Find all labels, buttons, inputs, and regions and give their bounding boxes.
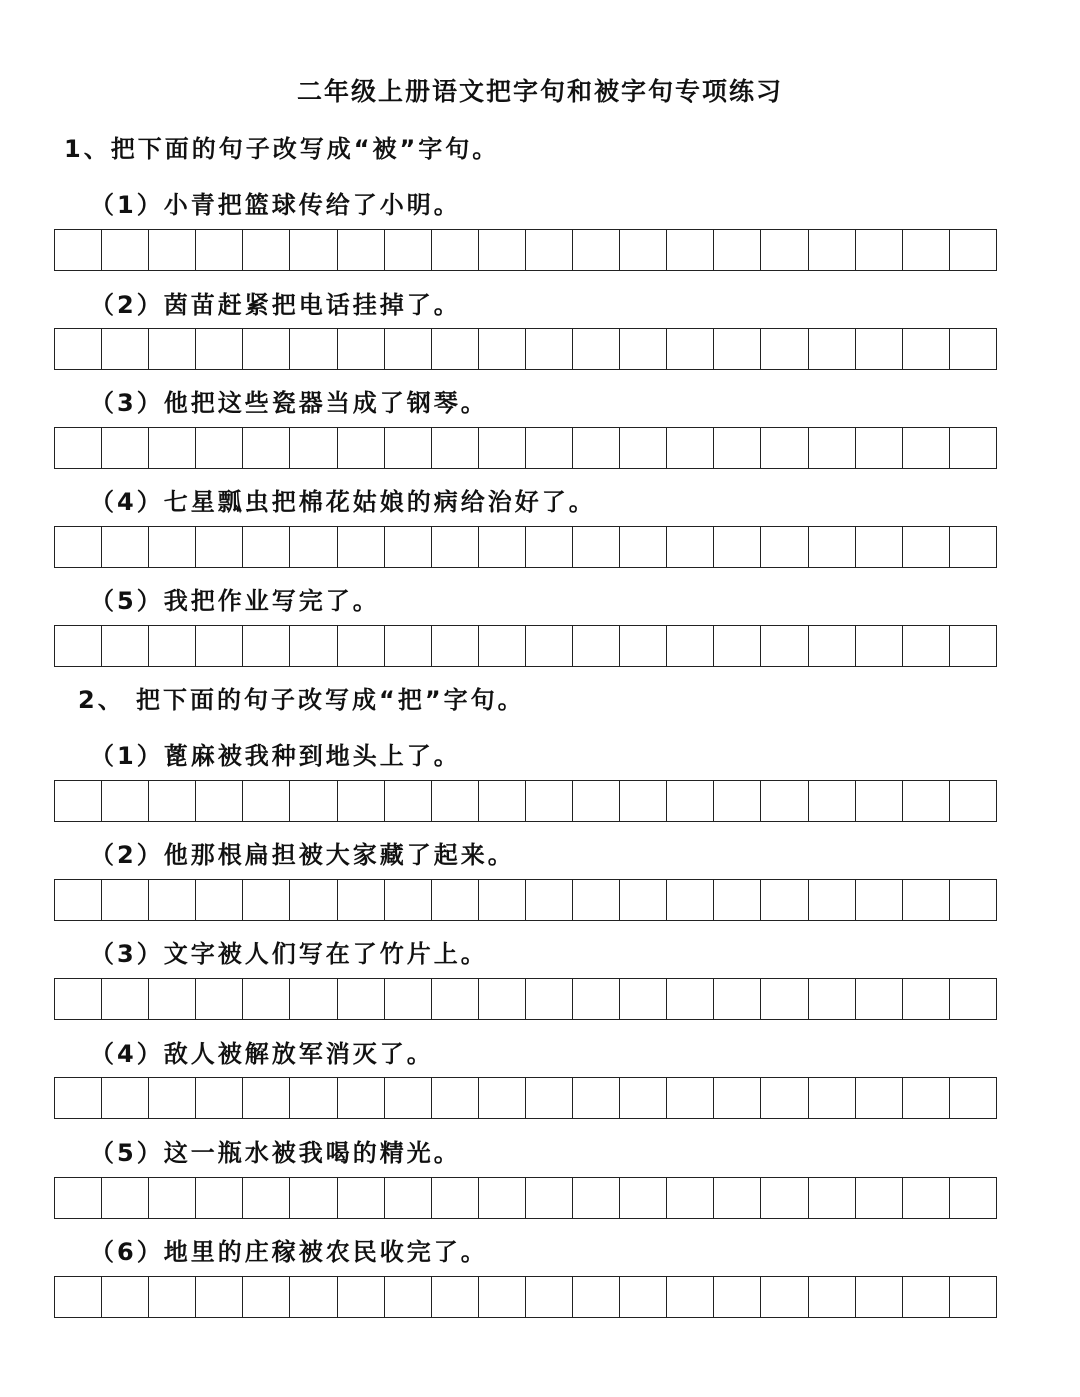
grid-cell[interactable] [903,527,950,567]
grid-cell[interactable] [432,979,479,1019]
grid-cell[interactable] [667,781,714,821]
grid-cell[interactable] [809,1078,856,1118]
s1-answer-grid-4[interactable] [54,526,997,568]
grid-cell[interactable] [385,781,432,821]
grid-cell[interactable] [479,1277,526,1317]
grid-cell[interactable] [196,527,243,567]
grid-cell[interactable] [338,527,385,567]
grid-cell[interactable] [620,781,667,821]
grid-cell[interactable] [950,1178,997,1218]
grid-cell[interactable] [55,979,102,1019]
grid-cell[interactable] [761,781,808,821]
grid-cell[interactable] [196,1277,243,1317]
grid-cell[interactable] [761,527,808,567]
grid-cell[interactable] [102,1078,149,1118]
grid-cell[interactable] [620,880,667,920]
grid-cell[interactable] [526,428,573,468]
grid-cell[interactable] [243,880,290,920]
grid-cell[interactable] [385,626,432,666]
grid-cell[interactable] [290,1178,337,1218]
grid-cell[interactable] [290,626,337,666]
grid-cell[interactable] [809,1178,856,1218]
grid-cell[interactable] [102,1277,149,1317]
grid-cell[interactable] [620,979,667,1019]
grid-cell[interactable] [290,781,337,821]
grid-cell[interactable] [479,880,526,920]
grid-cell[interactable] [432,329,479,369]
s2-answer-grid-3[interactable] [54,978,997,1020]
grid-cell[interactable] [432,880,479,920]
grid-cell[interactable] [761,329,808,369]
s2-answer-grid-1[interactable] [54,780,997,822]
grid-cell[interactable] [761,1078,808,1118]
grid-cell[interactable] [573,527,620,567]
grid-cell[interactable] [55,781,102,821]
grid-cell[interactable] [338,428,385,468]
grid-cell[interactable] [479,626,526,666]
s2-answer-grid-4[interactable] [54,1077,997,1119]
grid-cell[interactable] [761,1277,808,1317]
grid-cell[interactable] [714,880,761,920]
grid-cell[interactable] [479,1078,526,1118]
s1-answer-grid-1[interactable] [54,229,997,271]
grid-cell[interactable] [196,1178,243,1218]
grid-cell[interactable] [196,1078,243,1118]
grid-cell[interactable] [903,329,950,369]
s2-question-1: （1）蓖麻被我种到地头上了。 [90,742,461,770]
grid-cell[interactable] [385,1277,432,1317]
s2-question-4: （4）敌人被解放军消灭了。 [90,1040,434,1068]
grid-cell[interactable] [809,979,856,1019]
grid-cell[interactable] [338,1078,385,1118]
grid-cell[interactable] [856,979,903,1019]
grid-cell[interactable] [243,428,290,468]
grid-cell[interactable] [667,1178,714,1218]
grid-cell[interactable] [102,230,149,270]
grid-cell[interactable] [149,781,196,821]
grid-cell[interactable] [243,1277,290,1317]
grid-cell[interactable] [526,1277,573,1317]
grid-cell[interactable] [526,979,573,1019]
grid-cell[interactable] [526,527,573,567]
grid-cell[interactable] [761,880,808,920]
grid-cell[interactable] [526,626,573,666]
grid-cell[interactable] [196,428,243,468]
grid-cell[interactable] [338,781,385,821]
grid-cell[interactable] [714,329,761,369]
grid-cell[interactable] [55,329,102,369]
grid-cell[interactable] [479,428,526,468]
s2-question-6: （6）地里的庄稼被农民收完了。 [90,1238,488,1266]
grid-cell[interactable] [243,329,290,369]
worksheet-title: 二年级上册语文把字句和被字句专项练习 [296,77,783,106]
grid-cell[interactable] [290,880,337,920]
grid-cell[interactable] [620,1078,667,1118]
grid-cell[interactable] [714,428,761,468]
grid-cell[interactable] [243,230,290,270]
grid-cell[interactable] [667,527,714,567]
grid-cell[interactable] [149,428,196,468]
grid-cell[interactable] [243,527,290,567]
grid-cell[interactable] [196,626,243,666]
grid-cell[interactable] [149,979,196,1019]
s1-question-4: （4）七星瓢虫把棉花姑娘的病给治好了。 [90,488,596,516]
grid-cell[interactable] [809,230,856,270]
grid-cell[interactable] [290,527,337,567]
grid-cell[interactable] [950,626,997,666]
grid-cell[interactable] [149,626,196,666]
s2-answer-grid-6[interactable] [54,1276,997,1318]
grid-cell[interactable] [573,230,620,270]
grid-cell[interactable] [809,1277,856,1317]
grid-cell[interactable] [385,230,432,270]
grid-cell[interactable] [526,880,573,920]
grid-cell[interactable] [714,527,761,567]
grid-cell[interactable] [809,880,856,920]
grid-cell[interactable] [479,230,526,270]
grid-cell[interactable] [809,781,856,821]
grid-cell[interactable] [761,428,808,468]
grid-cell[interactable] [903,230,950,270]
grid-cell[interactable] [620,1178,667,1218]
grid-cell[interactable] [573,1078,620,1118]
grid-cell[interactable] [667,626,714,666]
grid-cell[interactable] [385,428,432,468]
grid-cell[interactable] [385,1178,432,1218]
grid-cell[interactable] [338,1178,385,1218]
grid-cell[interactable] [243,781,290,821]
grid-cell[interactable] [526,329,573,369]
grid-cell[interactable] [55,1277,102,1317]
s2-answer-grid-2[interactable] [54,879,997,921]
grid-cell[interactable] [432,1178,479,1218]
grid-cell[interactable] [573,626,620,666]
grid-cell[interactable] [149,230,196,270]
grid-cell[interactable] [290,1277,337,1317]
grid-cell[interactable] [102,428,149,468]
grid-cell[interactable] [573,781,620,821]
grid-cell[interactable] [714,1178,761,1218]
grid-cell[interactable] [102,626,149,666]
grid-cell[interactable] [290,230,337,270]
grid-cell[interactable] [950,527,997,567]
grid-cell[interactable] [714,781,761,821]
grid-cell[interactable] [950,781,997,821]
grid-cell[interactable] [526,1178,573,1218]
grid-cell[interactable] [149,1078,196,1118]
grid-cell[interactable] [102,880,149,920]
section-1-heading: 1、把下面的句子改写成“被”字句。 [64,135,500,163]
grid-cell[interactable] [243,1078,290,1118]
s1-answer-grid-2[interactable] [54,328,997,370]
grid-cell[interactable] [903,1078,950,1118]
grid-cell[interactable] [714,230,761,270]
grid-cell[interactable] [196,329,243,369]
grid-cell[interactable] [432,230,479,270]
grid-cell[interactable] [526,781,573,821]
grid-cell[interactable] [432,1078,479,1118]
grid-cell[interactable] [102,1178,149,1218]
grid-cell[interactable] [903,1178,950,1218]
grid-cell[interactable] [149,880,196,920]
grid-cell[interactable] [149,1178,196,1218]
s2-answer-grid-5[interactable] [54,1177,997,1219]
s1-question-1: （1）小青把篮球传给了小明。 [90,191,461,219]
grid-cell[interactable] [338,880,385,920]
grid-cell[interactable] [290,329,337,369]
grid-cell[interactable] [196,230,243,270]
grid-cell[interactable] [290,979,337,1019]
grid-cell[interactable] [950,1277,997,1317]
grid-cell[interactable] [573,880,620,920]
grid-cell[interactable] [338,230,385,270]
grid-cell[interactable] [856,781,903,821]
grid-cell[interactable] [573,1277,620,1317]
grid-cell[interactable] [432,626,479,666]
grid-cell[interactable] [290,1078,337,1118]
grid-cell[interactable] [667,230,714,270]
grid-cell[interactable] [102,781,149,821]
grid-cell[interactable] [761,979,808,1019]
grid-cell[interactable] [856,527,903,567]
grid-cell[interactable] [149,1277,196,1317]
grid-cell[interactable] [620,626,667,666]
grid-cell[interactable] [856,1178,903,1218]
grid-cell[interactable] [243,1178,290,1218]
grid-cell[interactable] [950,428,997,468]
grid-cell[interactable] [856,880,903,920]
grid-cell[interactable] [102,329,149,369]
grid-cell[interactable] [385,329,432,369]
grid-cell[interactable] [856,428,903,468]
grid-cell[interactable] [620,329,667,369]
grid-cell[interactable] [385,880,432,920]
grid-cell[interactable] [903,428,950,468]
grid-cell[interactable] [55,1078,102,1118]
grid-cell[interactable] [620,1277,667,1317]
grid-cell[interactable] [196,880,243,920]
grid-cell[interactable] [809,329,856,369]
grid-cell[interactable] [149,329,196,369]
grid-cell[interactable] [55,527,102,567]
grid-cell[interactable] [620,230,667,270]
grid-cell[interactable] [196,979,243,1019]
section-2-heading: 2、 把下面的句子改写成“把”字句。 [78,686,525,714]
s1-answer-grid-3[interactable] [54,427,997,469]
grid-cell[interactable] [243,626,290,666]
grid-cell[interactable] [432,428,479,468]
grid-cell[interactable] [385,979,432,1019]
grid-cell[interactable] [479,329,526,369]
grid-cell[interactable] [573,1178,620,1218]
grid-cell[interactable] [338,626,385,666]
grid-cell[interactable] [102,979,149,1019]
grid-cell[interactable] [761,230,808,270]
grid-cell[interactable] [573,428,620,468]
grid-cell[interactable] [55,880,102,920]
grid-cell[interactable] [149,527,196,567]
grid-cell[interactable] [573,329,620,369]
s2-question-2: （2）他那根扁担被大家藏了起来。 [90,841,515,869]
grid-cell[interactable] [55,626,102,666]
grid-cell[interactable] [479,781,526,821]
grid-cell[interactable] [856,1078,903,1118]
grid-cell[interactable] [479,979,526,1019]
grid-cell[interactable] [667,329,714,369]
grid-cell[interactable] [903,979,950,1019]
grid-cell[interactable] [950,979,997,1019]
grid-cell[interactable] [338,1277,385,1317]
grid-cell[interactable] [55,1178,102,1218]
grid-cell[interactable] [526,230,573,270]
grid-cell[interactable] [856,1277,903,1317]
grid-cell[interactable] [526,1078,573,1118]
grid-cell[interactable] [667,1277,714,1317]
grid-cell[interactable] [620,428,667,468]
grid-cell[interactable] [903,880,950,920]
grid-cell[interactable] [667,979,714,1019]
grid-cell[interactable] [290,428,337,468]
grid-cell[interactable] [573,979,620,1019]
grid-cell[interactable] [479,527,526,567]
grid-cell[interactable] [243,979,290,1019]
grid-cell[interactable] [856,626,903,666]
grid-cell[interactable] [432,1277,479,1317]
s1-answer-grid-5[interactable] [54,625,997,667]
s1-question-5: （5）我把作业写完了。 [90,587,380,615]
grid-cell[interactable] [667,880,714,920]
grid-cell[interactable] [856,230,903,270]
grid-cell[interactable] [338,329,385,369]
grid-cell[interactable] [385,527,432,567]
grid-cell[interactable] [714,1277,761,1317]
grid-cell[interactable] [667,428,714,468]
grid-cell[interactable] [714,1078,761,1118]
grid-cell[interactable] [856,329,903,369]
s2-question-5: （5）这一瓶水被我喝的精光。 [90,1139,461,1167]
grid-cell[interactable] [903,1277,950,1317]
grid-cell[interactable] [55,230,102,270]
grid-cell[interactable] [950,880,997,920]
grid-cell[interactable] [950,1078,997,1118]
grid-cell[interactable] [809,527,856,567]
grid-cell[interactable] [903,626,950,666]
grid-cell[interactable] [714,626,761,666]
grid-cell[interactable] [950,329,997,369]
s1-question-2: （2）茵苗赶紧把电话挂掉了。 [90,291,461,319]
grid-cell[interactable] [809,626,856,666]
grid-cell[interactable] [761,1178,808,1218]
grid-cell[interactable] [950,230,997,270]
grid-cell[interactable] [620,527,667,567]
grid-cell[interactable] [809,428,856,468]
grid-cell[interactable] [903,781,950,821]
grid-cell[interactable] [479,1178,526,1218]
grid-cell[interactable] [55,428,102,468]
grid-cell[interactable] [385,1078,432,1118]
grid-cell[interactable] [761,626,808,666]
grid-cell[interactable] [667,1078,714,1118]
grid-cell[interactable] [714,979,761,1019]
s2-question-3: （3）文字被人们写在了竹片上。 [90,940,488,968]
grid-cell[interactable] [432,527,479,567]
grid-cell[interactable] [432,781,479,821]
grid-cell[interactable] [196,781,243,821]
grid-cell[interactable] [338,979,385,1019]
grid-cell[interactable] [102,527,149,567]
s1-question-3: （3）他把这些瓷器当成了钢琴。 [90,389,488,417]
